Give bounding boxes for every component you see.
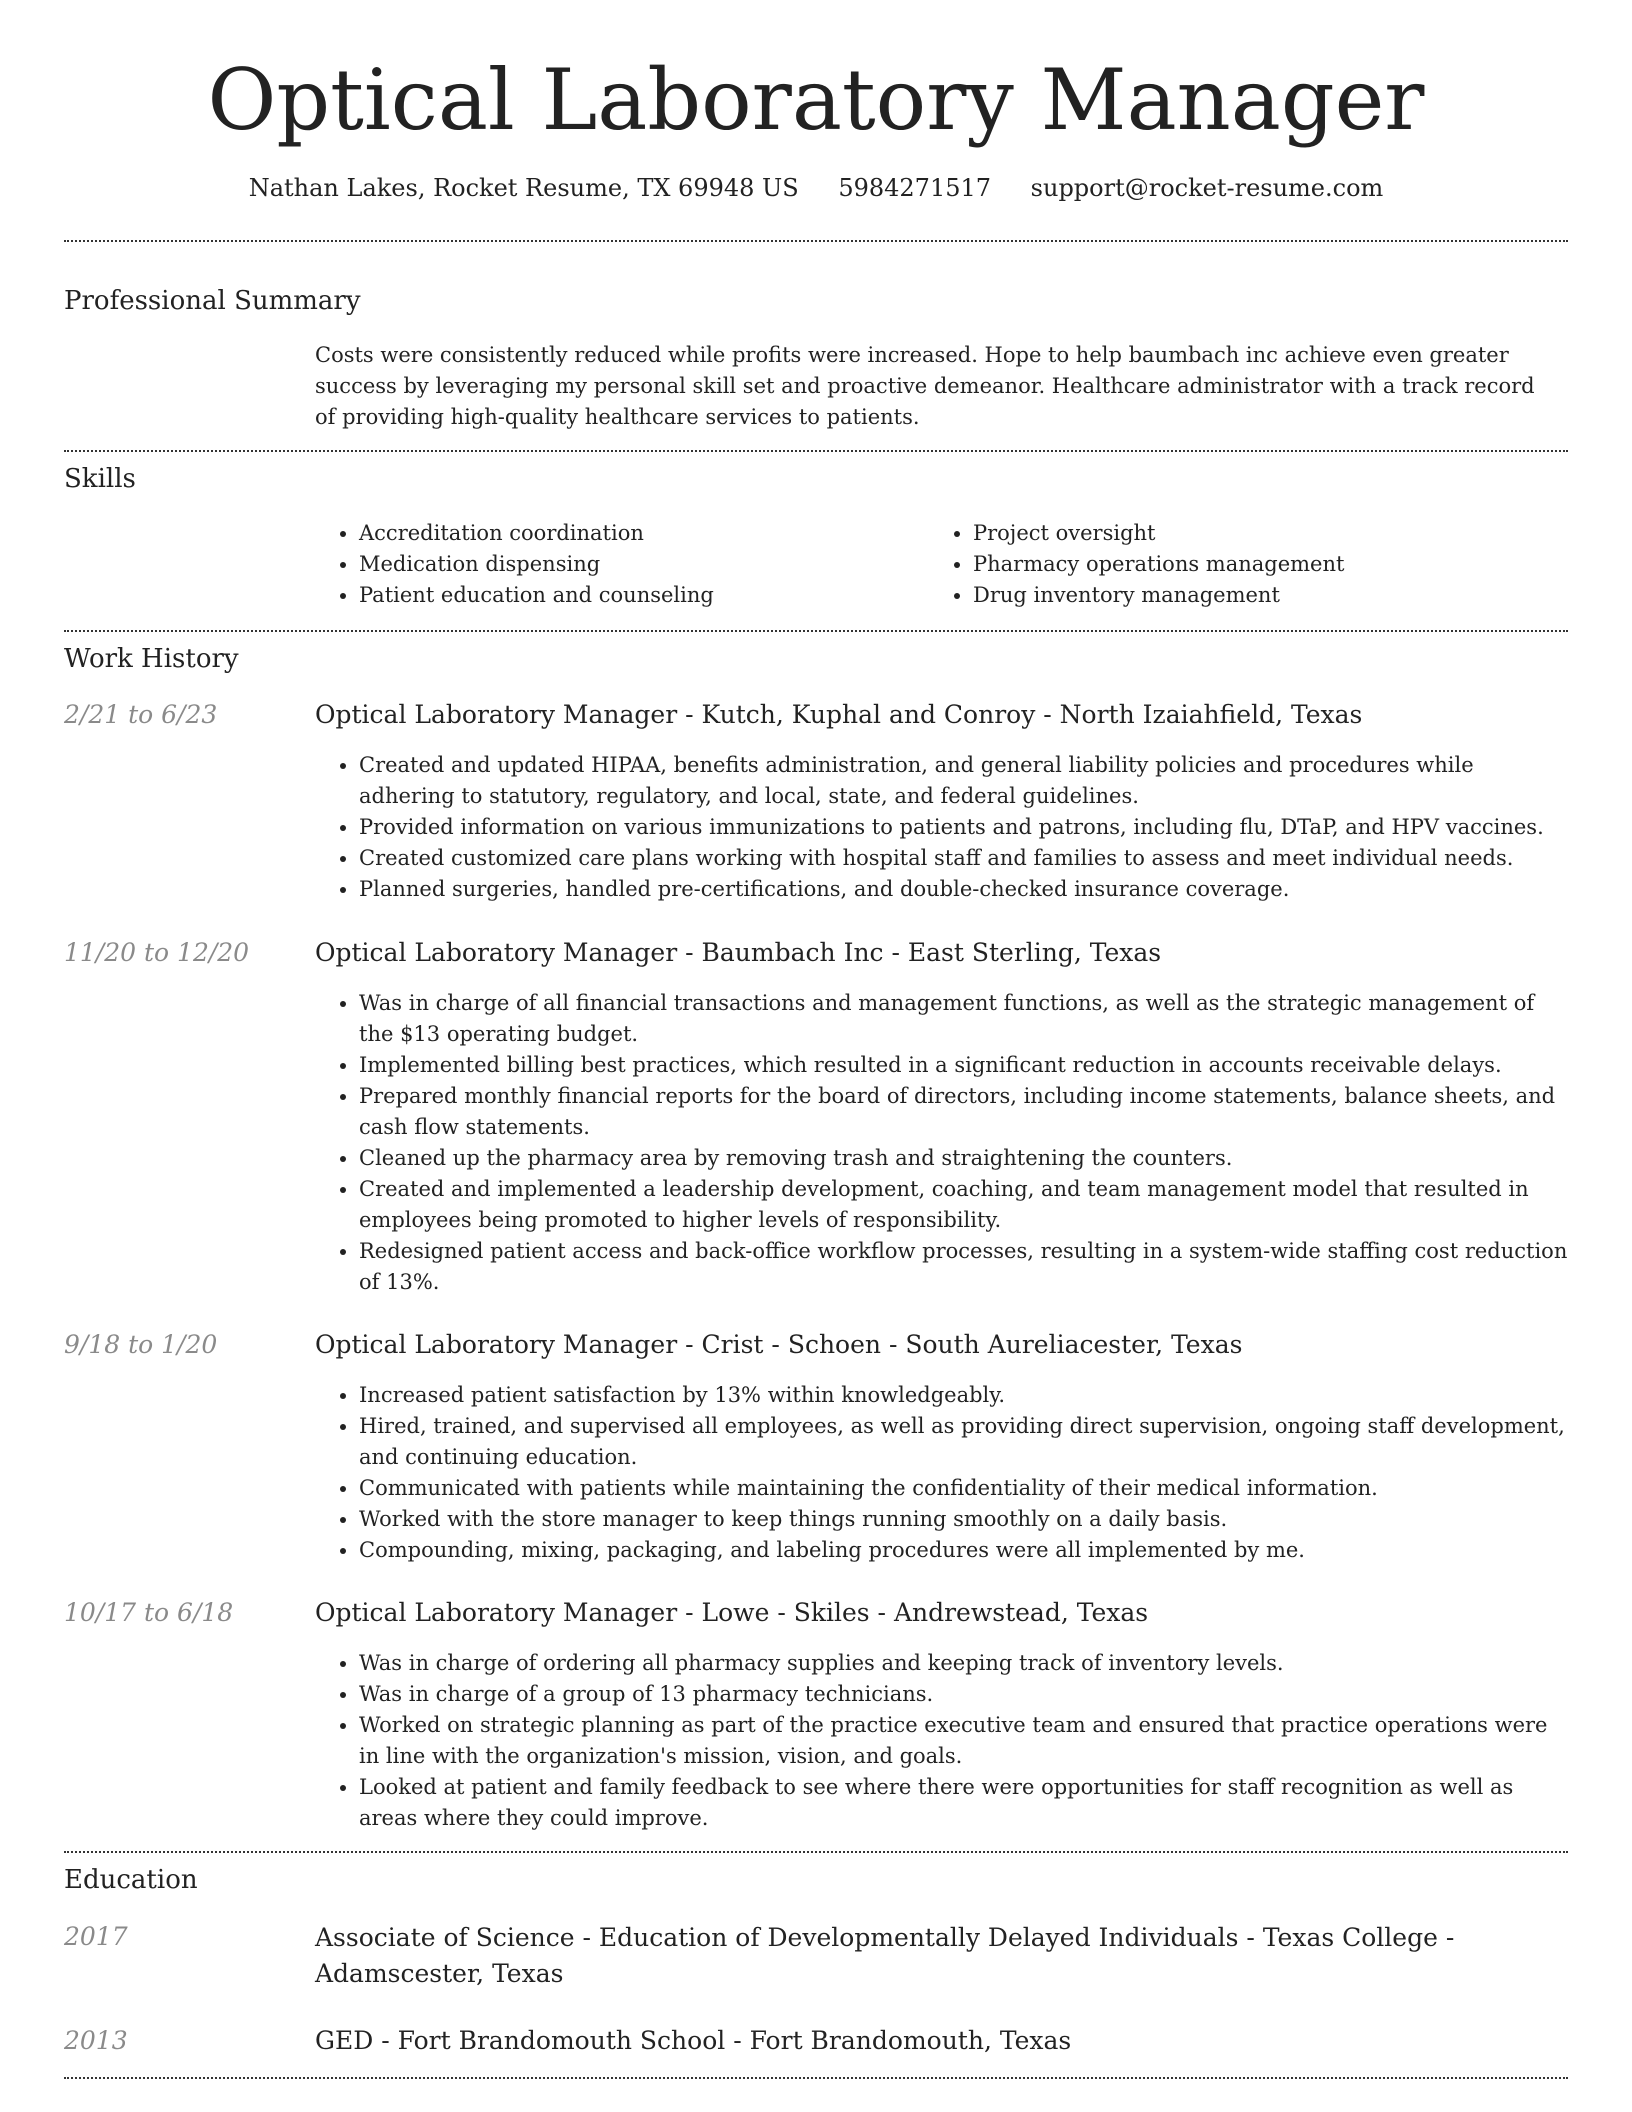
education-date: 2013 <box>64 2026 128 2055</box>
skill-item: • Pharmacy operations management <box>973 549 1533 580</box>
skill-item: • Accreditation coordination <box>359 518 929 549</box>
contact-address: Nathan Lakes, Rocket Resume, TX 69948 US <box>248 174 799 202</box>
work-bullet: • Worked on strategic planning as part of the practice executive team and ensured that practice operations were in line with the organization's mission, vision, and goals. <box>359 1710 1568 1772</box>
work-bullet: • Created and updated HIPAA, benefits administration, and general liability policies and procedures while adhering to statutory, regulatory, and local, state, and federal guidelines. <box>359 750 1568 812</box>
work-title: Optical Laboratory Manager - Crist - Schoen - South Aureliacester, Texas <box>315 1330 1243 1359</box>
work-bullets <box>315 988 1568 1298</box>
skill-item: • Project oversight <box>973 518 1533 549</box>
section-heading-education: Education <box>64 1865 198 1895</box>
skill-item: • Medication dispensing <box>359 549 929 580</box>
work-bullet: • Provided information on various immunizations to patients and patrons, including flu, DTaP, and HPV vaccines. <box>359 812 1568 843</box>
skill-item: • Patient education and counseling <box>359 580 929 611</box>
work-bullet: • Worked with the store manager to keep things running smoothly on a daily basis. <box>359 1504 1568 1535</box>
work-bullet: • Created and implemented a leadership development, coaching, and team management model that resulted in employees being promoted to higher levels of responsibility. <box>359 1174 1568 1236</box>
work-title: Optical Laboratory Manager - Baumbach Inc - East Sterling, Texas <box>315 938 1162 967</box>
work-date: 2/21 to 6/23 <box>64 700 218 729</box>
divider <box>64 2077 1568 2079</box>
resume-title: Optical Laboratory Manager <box>207 51 1425 149</box>
education-date: 2017 <box>64 1922 128 1951</box>
divider <box>64 450 1568 452</box>
skills-list <box>315 518 1555 611</box>
contact-line <box>0 172 1632 204</box>
work-bullet: • Was in charge of all financial transactions and management functions, as well as the strategic management of the $13 operating budget. <box>359 988 1568 1050</box>
education-title: GED - Fort Brandomouth School - Fort Brandomouth, Texas <box>315 2026 1072 2055</box>
summary-text: Costs were consistently reduced while profits were increased. Hope to help baumbach inc achieve even greater success by leveraging my personal skill set and proactive demeanor. Healthcare administrator with a track record of providing high-quality healthcare services to patients. <box>315 343 1535 429</box>
work-bullets <box>315 1380 1568 1566</box>
work-bullet: • Hired, trained, and supervised all employees, as well as providing direct supervision, ongoing staff development, and continuing education. <box>359 1411 1568 1473</box>
work-date: 9/18 to 1/20 <box>64 1330 218 1359</box>
work-bullet: • Was in charge of a group of 13 pharmacy technicians. <box>359 1679 1568 1710</box>
education-title: Associate of Science - Education of Developmentally Delayed Individuals - Texas College - Adamscester, Texas <box>315 1923 1455 1988</box>
work-bullet: • Communicated with patients while maintaining the confidentiality of their medical information. <box>359 1473 1568 1504</box>
contact-phone: 5984271517 <box>838 174 992 202</box>
skill-item: • Drug inventory management <box>973 580 1533 611</box>
section-heading-work: Work History <box>64 644 239 674</box>
work-bullet: • Was in charge of ordering all pharmacy supplies and keeping track of inventory levels. <box>359 1648 1568 1679</box>
work-title: Optical Laboratory Manager - Kutch, Kuphal and Conroy - North Izaiahfield, Texas <box>315 700 1363 729</box>
section-heading-summary: Professional Summary <box>64 286 361 316</box>
work-bullet: • Compounding, mixing, packaging, and labeling procedures were all implemented by me. <box>359 1535 1568 1566</box>
work-bullet: • Planned surgeries, handled pre-certifications, and double-checked insurance coverage. <box>359 874 1568 905</box>
divider <box>64 240 1568 242</box>
work-bullet: • Redesigned patient access and back-office workflow processes, resulting in a system-wide staffing cost reduction of 13%. <box>359 1236 1568 1298</box>
work-date: 10/17 to 6/18 <box>64 1598 234 1627</box>
skills-column-right <box>929 518 1533 611</box>
work-title: Optical Laboratory Manager - Lowe - Skiles - Andrewstead, Texas <box>315 1598 1149 1627</box>
work-bullets <box>315 1648 1568 1834</box>
contact-email: support@rocket-resume.com <box>1030 174 1384 202</box>
divider <box>64 630 1568 632</box>
work-bullet: • Created customized care plans working with hospital staff and families to assess and meet individual needs. <box>359 843 1568 874</box>
work-bullet: • Prepared monthly financial reports for the board of directors, including income statements, balance sheets, and cash flow statements. <box>359 1081 1568 1143</box>
work-bullet: • Cleaned up the pharmacy area by removing trash and straightening the counters. <box>359 1143 1568 1174</box>
section-heading-skills: Skills <box>64 464 136 494</box>
work-bullet: • Increased patient satisfaction by 13% within knowledgeably. <box>359 1380 1568 1411</box>
work-date: 11/20 to 12/20 <box>64 938 250 967</box>
work-bullet: • Looked at patient and family feedback to see where there were opportunities for staff recognition as well as areas where they could improve. <box>359 1772 1568 1834</box>
divider <box>64 1851 1568 1853</box>
skills-column-left <box>315 518 929 611</box>
work-bullet: • Implemented billing best practices, which resulted in a significant reduction in accounts receivable delays. <box>359 1050 1568 1081</box>
work-bullets <box>315 750 1568 905</box>
